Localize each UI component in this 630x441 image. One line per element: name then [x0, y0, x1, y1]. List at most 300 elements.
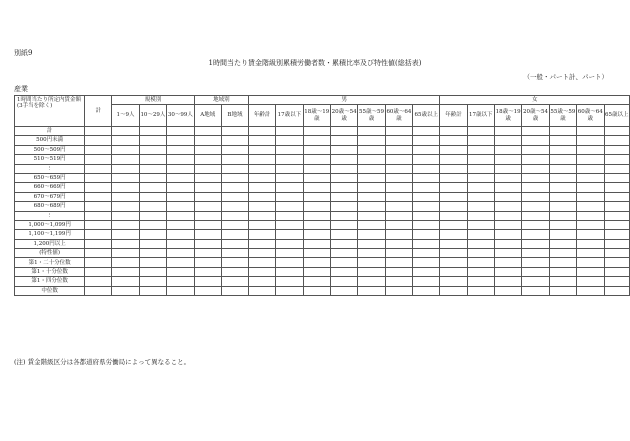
row-label: 第1・二十分位数 — [15, 258, 85, 267]
data-cell — [440, 258, 467, 267]
col-male-55-59: 55歳〜59歳 — [358, 105, 385, 127]
data-cell — [221, 220, 248, 229]
data-cell — [139, 127, 166, 136]
data-cell — [549, 136, 576, 145]
data-cell — [276, 145, 303, 154]
data-cell — [358, 267, 385, 276]
data-cell — [577, 211, 604, 220]
data-cell — [167, 220, 194, 229]
data-cell — [112, 183, 139, 192]
data-cell — [221, 277, 248, 286]
data-cell — [522, 202, 549, 211]
data-cell — [330, 136, 357, 145]
data-cell — [112, 258, 139, 267]
data-cell — [330, 183, 357, 192]
data-cell — [85, 202, 112, 211]
data-cell — [249, 136, 276, 145]
data-cell — [139, 220, 166, 229]
data-cell — [604, 164, 630, 173]
row-label: 500〜509円 — [15, 145, 85, 154]
data-cell — [358, 230, 385, 239]
row-label: 計 — [15, 127, 85, 136]
data-cell — [385, 220, 412, 229]
data-cell — [358, 192, 385, 201]
data-cell — [522, 286, 549, 295]
data-cell — [358, 164, 385, 173]
data-cell — [139, 267, 166, 276]
data-cell — [577, 145, 604, 154]
table-row — [15, 258, 630, 267]
data-cell — [112, 173, 139, 182]
data-cell — [276, 136, 303, 145]
data-cell — [549, 239, 576, 248]
data-cell — [467, 258, 494, 267]
data-cell — [440, 173, 467, 182]
row-label: 中位数 — [15, 286, 85, 295]
data-cell — [194, 164, 221, 173]
data-cell — [467, 136, 494, 145]
data-cell — [194, 286, 221, 295]
data-cell — [112, 277, 139, 286]
data-cell — [604, 155, 630, 164]
data-cell — [494, 267, 521, 276]
table-row — [15, 286, 630, 295]
data-cell — [440, 127, 467, 136]
data-cell — [604, 230, 630, 239]
wage-table — [14, 95, 630, 296]
data-cell — [330, 127, 357, 136]
data-cell — [549, 220, 576, 229]
row-label: ⋮ — [15, 164, 85, 173]
data-cell — [440, 249, 467, 258]
data-cell — [221, 155, 248, 164]
row-label: 1,200円以上 — [15, 239, 85, 248]
data-cell — [167, 202, 194, 211]
data-cell — [330, 164, 357, 173]
data-cell — [577, 183, 604, 192]
data-cell — [303, 230, 330, 239]
data-cell — [549, 258, 576, 267]
data-cell — [303, 192, 330, 201]
data-cell — [522, 267, 549, 276]
data-cell — [85, 258, 112, 267]
data-cell — [194, 277, 221, 286]
data-cell — [577, 202, 604, 211]
data-cell — [577, 239, 604, 248]
data-cell — [413, 267, 440, 276]
data-cell — [440, 192, 467, 201]
data-cell — [303, 239, 330, 248]
data-cell — [494, 145, 521, 154]
data-cell — [85, 145, 112, 154]
data-cell — [330, 277, 357, 286]
data-cell — [85, 136, 112, 145]
data-cell — [467, 277, 494, 286]
data-cell — [276, 258, 303, 267]
data-cell — [249, 145, 276, 154]
data-cell — [413, 277, 440, 286]
data-cell — [494, 155, 521, 164]
col-size-1-9: 1〜9人 — [112, 105, 139, 127]
data-cell — [303, 183, 330, 192]
data-cell — [194, 220, 221, 229]
data-cell — [385, 145, 412, 154]
data-cell — [330, 192, 357, 201]
data-cell — [604, 202, 630, 211]
data-cell — [413, 230, 440, 239]
female-group-header: 女 — [440, 96, 630, 105]
data-cell — [221, 249, 248, 258]
data-cell — [167, 277, 194, 286]
data-cell — [221, 211, 248, 220]
data-cell — [112, 192, 139, 201]
data-cell — [467, 164, 494, 173]
data-cell — [413, 127, 440, 136]
data-cell — [139, 286, 166, 295]
data-cell — [385, 173, 412, 182]
data-cell — [85, 164, 112, 173]
total-header: 計 — [85, 96, 112, 127]
data-cell — [167, 145, 194, 154]
col-male-60-64: 60歳〜64歳 — [385, 105, 412, 127]
data-cell — [276, 127, 303, 136]
col-size-10-29: 10〜29人 — [139, 105, 166, 127]
data-cell — [139, 202, 166, 211]
col-male-17-under: 17歳以下 — [276, 105, 303, 127]
data-cell — [467, 202, 494, 211]
data-cell — [85, 211, 112, 220]
row-label: 1,000〜1,099円 — [15, 220, 85, 229]
data-cell — [522, 258, 549, 267]
data-cell — [167, 258, 194, 267]
data-cell — [85, 155, 112, 164]
data-cell — [167, 183, 194, 192]
data-cell — [221, 173, 248, 182]
table-row — [15, 164, 630, 173]
col-female-55-59: 55歳〜59歳 — [549, 105, 576, 127]
data-cell — [112, 136, 139, 145]
col-female-17-under: 17歳以下 — [467, 105, 494, 127]
data-cell — [249, 258, 276, 267]
data-cell — [85, 239, 112, 248]
data-cell — [358, 258, 385, 267]
data-cell — [276, 277, 303, 286]
data-cell — [440, 239, 467, 248]
data-cell — [167, 249, 194, 258]
data-cell — [440, 145, 467, 154]
data-cell — [276, 155, 303, 164]
data-cell — [549, 192, 576, 201]
data-cell — [112, 239, 139, 248]
data-cell — [167, 230, 194, 239]
data-cell — [85, 277, 112, 286]
data-cell — [112, 220, 139, 229]
col-female-60-64: 60歳〜64歳 — [577, 105, 604, 127]
stub-header: 1時間当たり所定内賃金額(3手当を除く) — [15, 96, 85, 127]
data-cell — [467, 239, 494, 248]
data-cell — [385, 230, 412, 239]
data-cell — [440, 230, 467, 239]
data-cell — [440, 267, 467, 276]
col-region-a: A地域 — [194, 105, 221, 127]
data-cell — [413, 192, 440, 201]
data-cell — [276, 230, 303, 239]
data-cell — [440, 202, 467, 211]
data-cell — [549, 164, 576, 173]
table-row — [15, 192, 630, 201]
data-cell — [467, 220, 494, 229]
data-cell — [385, 127, 412, 136]
row-label: 650〜659円 — [15, 173, 85, 182]
data-cell — [577, 249, 604, 258]
data-cell — [85, 267, 112, 276]
row-label: 680〜689円 — [15, 202, 85, 211]
data-cell — [413, 258, 440, 267]
data-cell — [494, 220, 521, 229]
data-cell — [112, 249, 139, 258]
data-cell — [385, 183, 412, 192]
data-cell — [330, 267, 357, 276]
data-cell — [413, 145, 440, 154]
data-cell — [194, 230, 221, 239]
data-cell — [577, 192, 604, 201]
data-cell — [385, 277, 412, 286]
data-cell — [577, 230, 604, 239]
data-cell — [385, 202, 412, 211]
data-cell — [112, 127, 139, 136]
col-female-18-19: 18歳〜19歳 — [494, 105, 521, 127]
data-cell — [276, 249, 303, 258]
data-cell — [221, 192, 248, 201]
data-cell — [494, 258, 521, 267]
data-cell — [85, 286, 112, 295]
data-cell — [358, 249, 385, 258]
data-cell — [167, 267, 194, 276]
data-cell — [440, 220, 467, 229]
table-row — [15, 183, 630, 192]
data-cell — [440, 164, 467, 173]
data-cell — [549, 202, 576, 211]
data-cell — [194, 211, 221, 220]
data-cell — [139, 230, 166, 239]
data-cell — [303, 258, 330, 267]
data-cell — [440, 155, 467, 164]
row-label: 510〜519円 — [15, 155, 85, 164]
data-cell — [440, 286, 467, 295]
data-cell — [549, 183, 576, 192]
data-cell — [604, 173, 630, 182]
data-cell — [413, 173, 440, 182]
data-cell — [604, 239, 630, 248]
data-cell — [303, 277, 330, 286]
data-cell — [194, 202, 221, 211]
data-cell — [577, 136, 604, 145]
data-cell — [112, 230, 139, 239]
data-cell — [604, 258, 630, 267]
data-cell — [413, 286, 440, 295]
data-cell — [194, 258, 221, 267]
data-cell — [249, 230, 276, 239]
data-cell — [604, 145, 630, 154]
data-cell — [522, 173, 549, 182]
data-cell — [577, 173, 604, 182]
data-cell — [577, 258, 604, 267]
data-cell — [494, 136, 521, 145]
data-cell — [139, 173, 166, 182]
data-cell — [494, 277, 521, 286]
table-row — [15, 277, 630, 286]
data-cell — [221, 239, 248, 248]
document-label: 別紙9 — [14, 49, 33, 57]
row-label: 660〜669円 — [15, 183, 85, 192]
data-cell — [413, 202, 440, 211]
data-cell — [330, 230, 357, 239]
data-cell — [467, 211, 494, 220]
data-cell — [249, 267, 276, 276]
data-cell — [85, 230, 112, 239]
data-cell — [522, 239, 549, 248]
data-cell — [303, 155, 330, 164]
data-cell — [604, 220, 630, 229]
data-cell — [549, 127, 576, 136]
data-cell — [276, 267, 303, 276]
data-cell — [276, 192, 303, 201]
data-cell — [494, 211, 521, 220]
data-cell — [276, 239, 303, 248]
data-cell — [549, 211, 576, 220]
data-cell — [303, 211, 330, 220]
data-cell — [330, 173, 357, 182]
table-row — [15, 202, 630, 211]
data-cell — [522, 136, 549, 145]
region-group-header: 地域別 — [194, 96, 248, 105]
data-cell — [303, 249, 330, 258]
data-cell — [194, 267, 221, 276]
data-cell — [549, 277, 576, 286]
data-cell — [85, 183, 112, 192]
data-cell — [167, 155, 194, 164]
data-cell — [249, 277, 276, 286]
scope-note: （一般・パート計、パート） — [523, 73, 608, 81]
data-cell — [167, 127, 194, 136]
data-cell — [221, 145, 248, 154]
data-cell — [467, 192, 494, 201]
data-cell — [549, 230, 576, 239]
data-cell — [494, 164, 521, 173]
data-cell — [494, 192, 521, 201]
data-cell — [249, 173, 276, 182]
data-cell — [330, 202, 357, 211]
data-cell — [276, 220, 303, 229]
data-cell — [604, 267, 630, 276]
data-cell — [303, 127, 330, 136]
data-cell — [385, 211, 412, 220]
data-cell — [385, 136, 412, 145]
data-cell — [604, 211, 630, 220]
data-cell — [194, 136, 221, 145]
data-cell — [577, 267, 604, 276]
data-cell — [276, 286, 303, 295]
data-cell — [139, 239, 166, 248]
data-cell — [167, 239, 194, 248]
data-cell — [385, 192, 412, 201]
data-cell — [494, 239, 521, 248]
data-cell — [112, 286, 139, 295]
data-cell — [85, 192, 112, 201]
data-cell — [221, 202, 248, 211]
data-cell — [194, 127, 221, 136]
data-cell — [577, 164, 604, 173]
data-cell — [194, 192, 221, 201]
data-cell — [330, 211, 357, 220]
data-cell — [139, 258, 166, 267]
data-cell — [494, 127, 521, 136]
data-cell — [577, 286, 604, 295]
data-cell — [85, 249, 112, 258]
data-cell — [221, 136, 248, 145]
data-cell — [139, 211, 166, 220]
row-label: ⋮ — [15, 211, 85, 220]
data-cell — [549, 249, 576, 258]
data-cell — [221, 183, 248, 192]
col-region-b: B地域 — [221, 105, 248, 127]
data-cell — [249, 192, 276, 201]
table-row — [15, 239, 630, 248]
row-label: 第1・四分位数 — [15, 277, 85, 286]
data-cell — [167, 192, 194, 201]
data-cell — [139, 136, 166, 145]
table-row — [15, 249, 630, 258]
data-cell — [413, 136, 440, 145]
data-cell — [85, 127, 112, 136]
data-cell — [112, 211, 139, 220]
data-cell — [249, 202, 276, 211]
data-cell — [577, 127, 604, 136]
data-cell — [303, 220, 330, 229]
col-size-30-99: 30〜99人 — [167, 105, 194, 127]
data-cell — [221, 230, 248, 239]
data-cell — [385, 249, 412, 258]
data-cell — [604, 286, 630, 295]
data-cell — [577, 155, 604, 164]
data-cell — [167, 136, 194, 145]
data-cell — [549, 145, 576, 154]
col-female-age-total: 年齢計 — [440, 105, 467, 127]
data-cell — [221, 164, 248, 173]
data-cell — [249, 211, 276, 220]
row-label: (特性値) — [15, 249, 85, 258]
data-cell — [303, 136, 330, 145]
data-cell — [522, 127, 549, 136]
data-cell — [139, 249, 166, 258]
data-cell — [467, 267, 494, 276]
data-cell — [358, 155, 385, 164]
data-cell — [549, 286, 576, 295]
col-male-65-over: 65歳以上 — [413, 105, 440, 127]
data-cell — [358, 145, 385, 154]
data-cell — [467, 145, 494, 154]
data-cell — [276, 164, 303, 173]
data-cell — [494, 183, 521, 192]
data-cell — [194, 239, 221, 248]
data-cell — [522, 211, 549, 220]
data-cell — [522, 183, 549, 192]
data-cell — [249, 220, 276, 229]
table-row — [15, 230, 630, 239]
data-cell — [358, 239, 385, 248]
data-cell — [303, 173, 330, 182]
data-cell — [385, 286, 412, 295]
